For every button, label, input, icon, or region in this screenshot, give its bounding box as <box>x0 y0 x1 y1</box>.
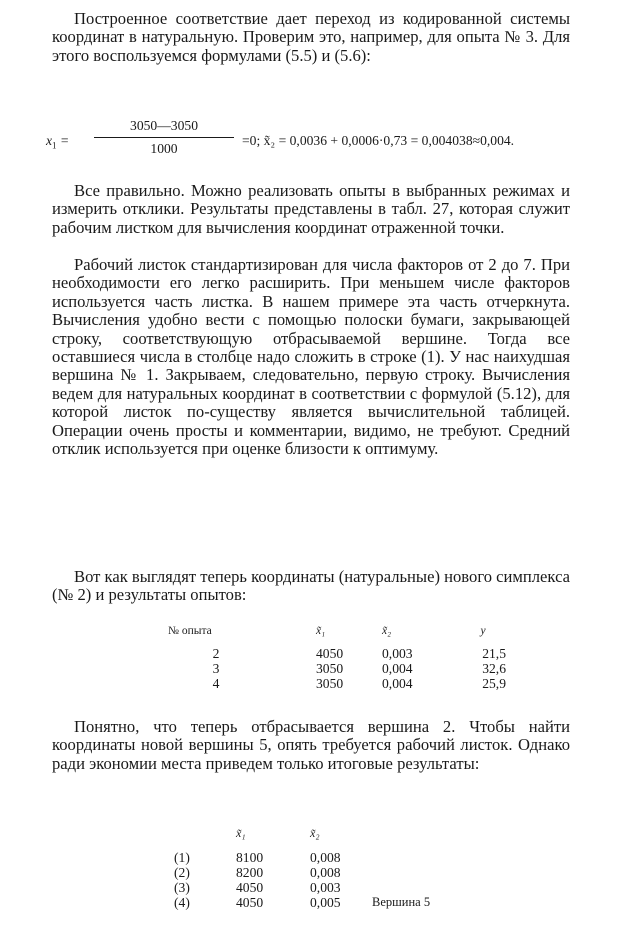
table-row <box>174 880 462 895</box>
paragraph-vertex-five: Понятно, что теперь отбрасывается вершина 2. Чтобы найти координаты новой вершины 5, опять требуется рабочий листок. Однако ради экономии места приведем только итоговые результаты: <box>52 717 570 773</box>
table-cell: 0,004 <box>382 661 413 676</box>
table-cell: 3 <box>212 661 220 676</box>
table-header: x̃₂ <box>382 625 392 637</box>
formula-rest: =0; x̃₂ = 0,0036 + 0,0006·0,73 = 0,004038≈0,004. <box>242 133 515 148</box>
table-cell <box>372 865 462 880</box>
table-cell <box>372 850 462 865</box>
paragraph-results: Все правильно. Можно реализовать опыты в выбранных режимах и измерить отклики. Результаты представлены в табл. 27, которая служит рабочим листком для вычисления координат отраженной точки. <box>52 181 570 237</box>
table-header <box>372 826 462 850</box>
table-cell: 0,005 <box>310 895 341 910</box>
table-row <box>168 676 506 691</box>
table-cell: 0,008 <box>310 850 341 865</box>
formula-numerator: 3050—3050 <box>94 118 234 138</box>
table-cell: 3050 <box>316 676 344 691</box>
table-cell: (4) <box>174 895 190 910</box>
table-cell: (2) <box>174 865 190 880</box>
table-cell: 4050 <box>236 880 264 895</box>
table-row <box>174 865 462 880</box>
table-cell: 21,5 <box>482 646 506 661</box>
paragraph-worksheet: Рабочий листок стандартизирован для числа факторов от 2 до 7. При необходимости его легко расширить. При меньшем числе факторов используется часть листка. В нашем примере эта часть отчеркнута. Вычисления удобно вести с помощью полоски бумаги, закрывающей строку, соответствующую отбрасываемой вершине. Тогда все оставшиеся числа в столбце надо сложить в строке (1). У нас наихудшая вершина № 1. Закрываем, следовательно, первую строку. Вычисления ведем для натуральных координат в соответствии с формулой (5.12), для которой листок по-существу является вычислительной таблицей. Операции очень просты и комментарии, видимо, не требуют. Средний отклик используется при оценке близости к оптимуму. <box>52 255 570 459</box>
table-header: x̃₁ <box>236 826 246 840</box>
paragraph-intro: Построенное соответствие дает переход из кодированной системы координат в натуральную. Проверим это, например, для опыта № 3. Для этого воспользуемся формулами (5.5) и (5.6): <box>52 9 570 65</box>
table-cell: 4050 <box>236 895 264 910</box>
table-cell: 0,008 <box>310 865 341 880</box>
table-cell <box>372 880 462 895</box>
table-cell: 0,004 <box>382 676 413 691</box>
table-cell: (3) <box>174 880 190 895</box>
table-header: x̃₁ <box>316 625 326 637</box>
table-row <box>168 661 506 676</box>
vertex-label: Вершина 5 <box>372 895 431 909</box>
table-cell: 4 <box>212 676 220 691</box>
table-cell: 4050 <box>316 646 344 661</box>
table-row <box>168 646 506 661</box>
table-header-row <box>174 826 462 850</box>
table-cell: 2 <box>212 646 220 661</box>
simplex-table <box>168 624 506 691</box>
formula-lhs: $x_1$ = <box>46 133 70 151</box>
table-cell: (1) <box>174 850 190 865</box>
table-row <box>174 850 462 865</box>
table-cell: 25,9 <box>482 676 506 691</box>
table-row <box>174 895 462 910</box>
formula-denominator: 1000 <box>150 141 178 156</box>
table-header: y <box>480 625 486 637</box>
table-header-row <box>168 624 506 646</box>
vertex-table <box>174 826 462 910</box>
table-cell: 0,003 <box>310 880 341 895</box>
table-cell: 32,6 <box>482 661 506 676</box>
table-cell: 3050 <box>316 661 344 676</box>
formula-fraction <box>94 118 234 157</box>
paragraph-new-simplex: Вот как выглядят теперь координаты (натуральные) нового симплекса (№ 2) и результаты опытов: <box>52 567 571 605</box>
table-header: № опыта <box>168 625 212 637</box>
table-header <box>174 826 236 850</box>
table-cell: 8200 <box>236 865 264 880</box>
table-cell: 0,003 <box>382 646 413 661</box>
table-header: x̃₂ <box>310 826 320 840</box>
table-cell: 8100 <box>236 850 264 865</box>
formula <box>46 118 586 162</box>
